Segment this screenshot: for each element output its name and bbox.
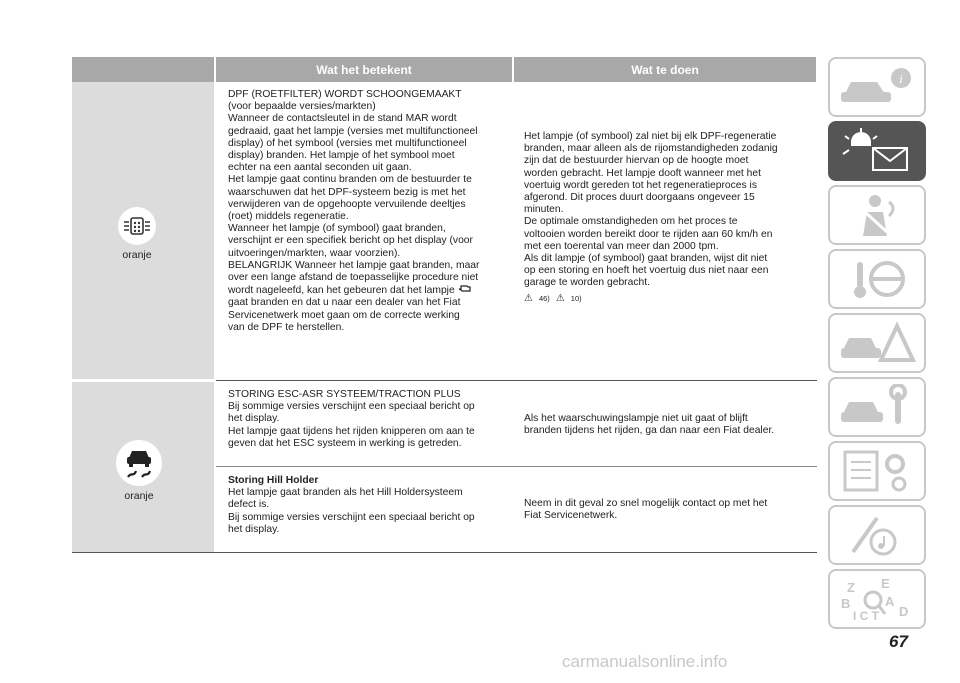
meaning-line: Het lampje gaat branden als het Hill Holdersysteem — [228, 487, 463, 499]
header-cell-icon — [72, 57, 214, 82]
engine-check-icon — [458, 285, 472, 296]
svg-text:Z: Z — [847, 580, 855, 595]
watermark: carmanualsonline.info — [562, 652, 728, 671]
tab-emergency[interactable] — [828, 313, 926, 373]
meaning-line: verwijderen van de opgehoopte vervuilende deeltjes — [228, 198, 466, 210]
dpf-icon-block — [118, 207, 156, 261]
icon-caption: oranje — [122, 249, 152, 261]
action-line: afgerond. Dit proces duurt doorgaans ongeveer 15 — [524, 192, 755, 204]
row2-sub2-action — [524, 498, 767, 522]
meaning-line: (roet) middels regeneratie. — [228, 211, 349, 223]
meaning-line: uitvoeringen/markten, waar voorzien). — [228, 247, 401, 259]
action-line: zijn dat de bestuurder hiervan op de hoogte moet — [524, 155, 749, 167]
action-line: De optimale omstandigheden om het proces te — [524, 216, 738, 228]
meaning-line: over een lange afstand de toepasselijke procedure niet — [228, 272, 479, 284]
meaning-line: (voor bepaalde versies/markten) — [228, 101, 376, 113]
meaning-line: Het lampje gaat continu branden om de bestuurder te — [228, 174, 472, 186]
warning-light-message-icon — [837, 128, 917, 174]
action-line: voertuig wordt gereden tot het regeneratieproces is — [524, 179, 757, 191]
dpf-filter-icon — [118, 207, 156, 245]
action-line: minuten. — [524, 204, 564, 216]
action-line: Als dit lampje (of symbool) gaat branden, wijst dit niet — [524, 253, 768, 265]
subsection-title: Storing Hill Holder — [228, 475, 319, 486]
row1-meaning — [228, 89, 479, 334]
svg-text:E: E — [881, 576, 890, 591]
car-wrench-icon — [837, 384, 917, 430]
subrow-separator — [216, 466, 817, 467]
meaning-line: verschijnt er een specifiek bericht op het display (voor — [228, 235, 473, 247]
car-info-icon — [837, 64, 917, 110]
meaning-line-with-icon: wordt nageleefd, kan het gebeuren dat het lampje — [228, 284, 479, 297]
specs-gear-icon — [837, 448, 917, 494]
esc-skid-icon — [116, 440, 162, 486]
meaning-line: van de DPF te herstellen. — [228, 321, 345, 333]
meaning-line: STORING ESC-ASR SYSTEEM/TRACTION PLUS — [228, 389, 461, 400]
meaning-line: gaat branden en dat u naar een dealer van het Fiat — [228, 297, 461, 309]
table-header — [72, 57, 816, 82]
esc-icon-block — [116, 440, 162, 502]
reference-label: 46) — [538, 293, 550, 303]
action-line: met een toerental van meer dan 2000 tpm. — [524, 240, 719, 252]
meaning-line: Wanneer het lampje (of symbool) gaat branden, — [228, 223, 446, 235]
svg-text:I C T: I C T — [853, 609, 879, 622]
meaning-line: Bij sommige versies verschijnt een speciaal bericht op — [228, 511, 475, 523]
tab-technical-data[interactable] — [828, 441, 926, 501]
svg-text:D: D — [899, 604, 909, 619]
car-breakdown-warning-icon — [837, 320, 917, 366]
meaning-line: display) of het symbool (versies met multifunctioneel — [228, 137, 467, 149]
key-steering-wheel-icon — [837, 256, 917, 302]
svg-text:A: A — [885, 594, 895, 609]
tab-starting-driving[interactable] — [828, 249, 926, 309]
tab-car-info[interactable] — [828, 57, 926, 117]
page-number: 67 — [889, 632, 908, 651]
meaning-line: gedraaid, gaat het lampje (versies met multifunctioneel — [228, 125, 478, 137]
tab-warning-lights[interactable] — [828, 121, 926, 181]
action-line: Als het waarschuwingslampje niet uit gaat of blijft — [524, 413, 748, 424]
row2-sub1-action — [524, 413, 774, 437]
caution-triangle-icon: ⚠ — [555, 292, 565, 304]
meaning-line: geven dat het ESC systeem in werking is getreden. — [228, 437, 462, 449]
warning-references — [524, 293, 778, 305]
tab-maintenance[interactable] — [828, 377, 926, 437]
action-line: Neem in dit geval zo snel mogelijk contact op met het — [524, 498, 768, 509]
row2-sub1-meaning — [228, 389, 475, 450]
warning-triangle-icon: ⚠ — [524, 292, 533, 304]
action-line: branden tijdens het rijden, ga dan naar een Fiat dealer. — [524, 425, 775, 437]
multimedia-music-icon — [837, 512, 917, 558]
icon-caption: oranje — [124, 490, 154, 502]
meaning-line: display) branden. Het lampje of het symbool moet — [228, 150, 455, 162]
svg-text:B: B — [841, 596, 851, 611]
action-line: branden, maar alleen als de rijomstandigheden zodanig — [524, 143, 778, 155]
action-line: worden gebracht. Het lampje dooft wanneer met het — [524, 167, 761, 179]
seatbelt-airbag-icon — [837, 192, 917, 238]
meaning-line: defect is. — [228, 499, 270, 511]
alphabetical-index-icon — [837, 576, 917, 622]
action-line: Het lampje (of symbool) zal niet bij elk DPF-regeneratie — [524, 131, 777, 142]
header-cell-action: Wat te doen — [514, 57, 816, 82]
meaning-line: Bij sommige versies verschijnt een speciaal bericht op — [228, 401, 475, 413]
meaning-line: DPF (ROETFILTER) WORDT SCHOONGEMAAKT — [228, 89, 462, 100]
reference-label: 10) — [570, 293, 582, 303]
meaning-line: het display. — [228, 523, 280, 535]
meaning-line: waarschuwen dat het DPF-systeem bezig is met het — [228, 186, 466, 198]
tab-index[interactable] — [828, 569, 926, 629]
meaning-line: BELANGRIJK Wanneer het lampje gaat branden, maar — [228, 259, 480, 271]
row-separator — [216, 380, 817, 381]
action-line: Fiat Servicenetwerk. — [524, 510, 618, 522]
action-line: voltooien worden bereikt door te rijden aan 60 km/h en — [524, 228, 773, 240]
tab-safety[interactable] — [828, 185, 926, 245]
svg-text:i: i — [899, 71, 903, 86]
meaning-line: het display. — [228, 413, 280, 425]
row1-action — [524, 131, 778, 305]
meaning-line: Het lampje gaat tijdens het rijden knipperen om aan te — [228, 425, 475, 437]
meaning-line: Servicenetwerk moet gaan om de correcte werking — [228, 309, 460, 321]
tab-multimedia[interactable] — [828, 505, 926, 565]
action-line: garage te worden gebracht. — [524, 277, 650, 289]
row2-sub2-meaning — [228, 475, 475, 536]
meaning-line: echter na een aantal seconden uit gaan. — [228, 162, 412, 174]
header-cell-meaning: Wat het betekent — [216, 57, 512, 82]
action-line: op een storing en hoeft het voertuig dus niet naar een — [524, 265, 769, 277]
table-bottom-border — [72, 552, 817, 553]
meaning-line: Wanneer de contactsleutel in de stand MAR wordt — [228, 113, 457, 125]
